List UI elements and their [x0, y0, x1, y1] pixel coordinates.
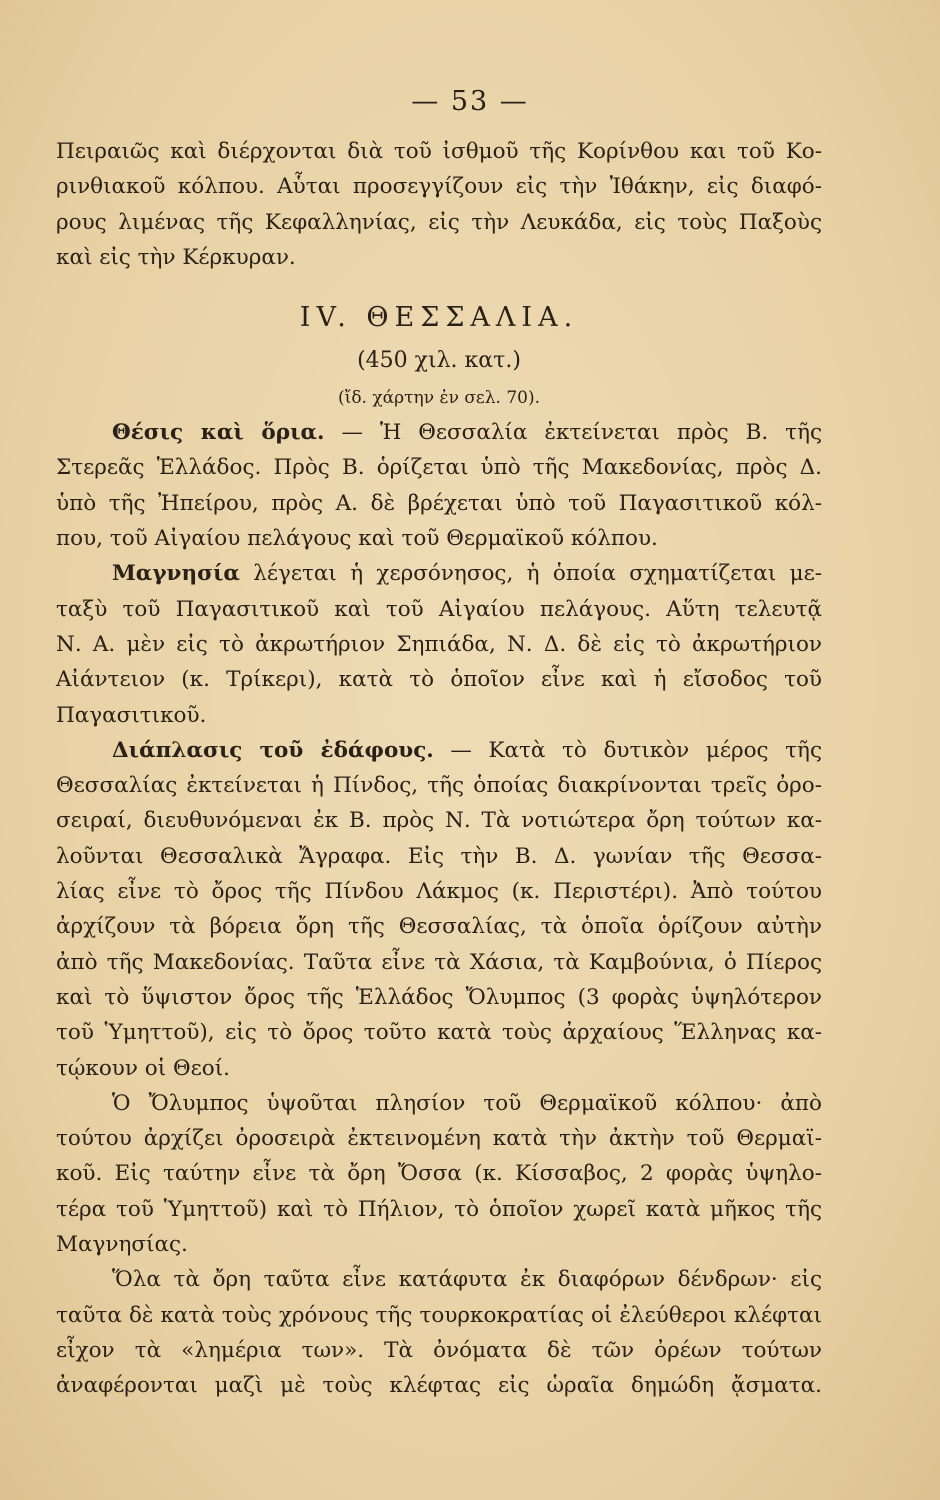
- positions-paragraph: [56, 415, 822, 556]
- text-line: Ν. Α. μὲν εἰς τὸ ἀκρωτήριον Σηπιάδα, Ν. Δ. δὲ εἰς τὸ ἀκρωτήριον: [56, 631, 822, 657]
- text-span: — Κατὰ τὸ δυτικὸν μέρος τῆς: [450, 737, 822, 763]
- page-body: [56, 134, 822, 1404]
- text-line: ρινθιακοῦ κόλπου. Αὗται προσεγγίζουν εἰς τὴν Ἰθάκην, εἰς διαφό-: [56, 174, 822, 200]
- text-line: τέρα τοῦ Ὑμηττοῦ) καὶ τὸ Πήλιον, τὸ ὁποῖον χωρεῖ κατὰ μῆκος τῆς: [56, 1196, 822, 1222]
- text-line: ὑπὸ τῆς Ἠπείρου, πρὸς Α. δὲ βρέχεται ὑπὸ τοῦ Παγασιτικοῦ κόλ-: [56, 490, 822, 516]
- page-number: — 53 —: [411, 86, 529, 117]
- text-line: εἶχον τὰ «λημέρια των». Τὰ ὀνόματα δὲ τῶν ὀρέων τούτων: [56, 1337, 822, 1363]
- text-line: Αἰάντειον (κ. Τρίκερι), κατὰ τὸ ὁποῖον εἶνε καὶ ἡ εἴσοδος τοῦ: [56, 667, 822, 693]
- text-line: ταξὺ τοῦ Παγασιτικοῦ καὶ τοῦ Αἰγαίου πελάγους. Αὕτη τελευτᾷ: [56, 596, 822, 622]
- text-line: τῴκουν οἱ Θεοί.: [56, 1055, 230, 1081]
- text-line: λοῦνται Θεσσαλικὰ Ἄγραφα. Εἰς τὴν Β. Δ. γωνίαν τῆς Θεσσα-: [56, 843, 822, 869]
- text-line: σειραί, διευθυνόμεναι ἐκ Β. πρὸς Ν. Τὰ νοτιώτερα ὄρη τούτων κα-: [56, 808, 822, 834]
- text-line: κοῦ. Εἰς ταύτην εἶνε τὰ ὄρη Ὄσσα (κ. Κίσσαβος, 2 φορὰς ὑψηλο-: [56, 1161, 822, 1187]
- paragraph-heading: Διάπλασις τοῦ ἐδάφους.: [112, 737, 434, 763]
- text-span: — Ἡ Θεσσαλία ἐκτείνεται πρὸς Β. τῆς: [341, 420, 822, 446]
- section-area: (450 χιλ. κατ.): [357, 348, 521, 374]
- text-line: Παγασιτικοῦ.: [56, 702, 207, 728]
- text-span: λέγεται ἡ χερσόνησος, ἡ ὁποία σχηματίζεται με-: [253, 561, 822, 587]
- text-line: ταῦτα δὲ κατὰ τοὺς χρόνους τῆς τουρκοκρατίας οἱ ἐλεύθεροι κλέφται: [56, 1302, 822, 1328]
- text-line: ρους λιμένας τῆς Κεφαλληνίας, εἰς τὴν Λευκάδα, εἰς τοὺς Παξοὺς: [56, 209, 822, 235]
- intro-paragraph: [56, 134, 822, 275]
- text-line: καὶ τὸ ὕψιστον ὄρος τῆς Ἑλλάδος Ὄλυμπος (3 φορὰς ὑψηλότερον: [56, 984, 822, 1010]
- text-line: ἀρχίζουν τὰ βόρεια ὄρη τῆς Θεσσαλίας, τὰ ὁποῖα ὁρίζουν αὐτὴν: [56, 914, 822, 940]
- text-line: λίας εἶνε τὸ ὄρος τῆς Πίνδου Λάκμος (κ. Περιστέρι). Ἀπὸ τούτου: [56, 879, 822, 905]
- text-line: [56, 556, 822, 591]
- text-line: [56, 733, 822, 768]
- text-line: καὶ εἰς τὴν Κέρκυραν.: [56, 244, 296, 270]
- text-line: Πειραιῶς καὶ διέρχονται διὰ τοῦ ἰσθμοῦ τῆς Κορίνθου και τοῦ Κο-: [56, 139, 822, 164]
- paragraph-heading: Θέσις καὶ ὅρια.: [112, 420, 325, 446]
- section-title: IV. ΘΕΣΣΑΛΙΑ.: [299, 302, 579, 334]
- magnesia-paragraph: [56, 556, 822, 732]
- section-header: [56, 295, 822, 415]
- map-reference: (ἴδ. χάρτην ἐν σελ. 70).: [338, 388, 540, 409]
- text-line: τοῦ Ὑμηττοῦ), εἰς τὸ ὄρος τοῦτο κατὰ τοὺς ἀρχαίους Ἕλληνας κα-: [56, 1020, 822, 1046]
- text-line: Ὅλα τὰ ὄρη ταῦτα εἶνε κατάφυτα ἐκ διαφόρων δένδρων· εἰς: [112, 1267, 822, 1293]
- text-line: ἀναφέρονται μαζὶ μὲ τοὺς κλέφτας εἰς ὡραῖα δημώδη ᾄσματα.: [56, 1373, 822, 1399]
- text-line: Ὁ Ὄλυμπος ὑψοῦται πλησίον τοῦ Θερμαϊκοῦ κόλπου· ἀπὸ: [112, 1090, 822, 1116]
- text-line: Μαγνησίας.: [56, 1232, 188, 1258]
- text-line: Στερεᾶς Ἑλλάδος. Πρὸς Β. ὁρίζεται ὑπὸ τῆς Μακεδονίας, πρὸς Δ.: [56, 455, 822, 481]
- text-line: Θεσσαλίας ἐκτείνεται ἡ Πίνδος, τῆς ὁποίας διακρίνονται τρεῖς ὀρο-: [56, 773, 822, 799]
- relief-paragraph: [56, 733, 822, 1086]
- text-line: [56, 415, 822, 450]
- olympus-paragraph: [56, 1086, 822, 1262]
- text-line: που, τοῦ Αἰγαίου πελάγους καὶ τοῦ Θερμαϊκοῦ κόλπου.: [56, 526, 658, 552]
- paragraph-heading: Μαγνησία: [112, 561, 240, 587]
- forests-paragraph: [56, 1262, 822, 1403]
- text-line: τούτου ἀρχίζει ὀροσειρὰ ἐκτεινομένη κατὰ τὴν ἀκτὴν τοῦ Θερμαϊ-: [56, 1126, 822, 1152]
- text-line: ἀπὸ τῆς Μακεδονίας. Ταῦτα εἶνε τὰ Χάσια, τὰ Καμβούνια, ὁ Πίερος: [56, 949, 822, 975]
